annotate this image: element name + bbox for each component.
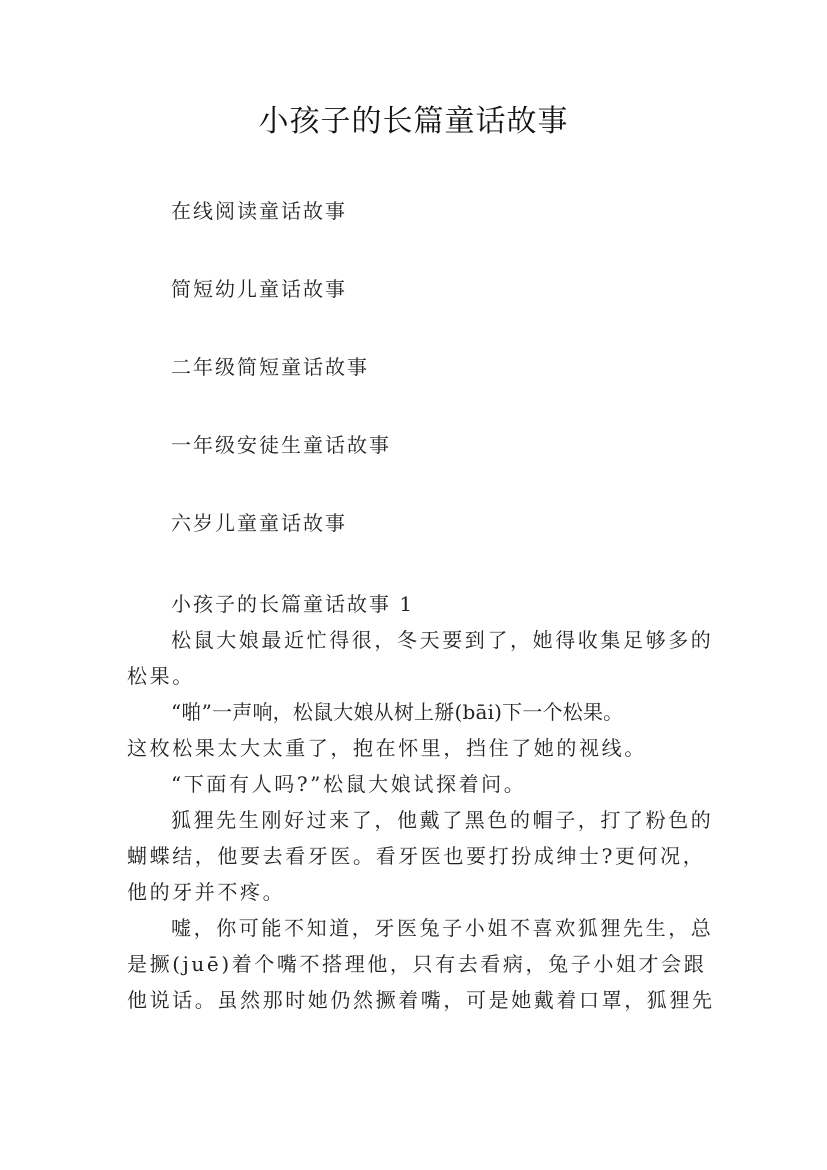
related-link-1[interactable]: 在线阅读童话故事	[171, 199, 347, 223]
story-body	[127, 586, 727, 1018]
related-link-4[interactable]: 一年级安徒生童话故事	[171, 433, 391, 457]
story-heading: 小孩子的长篇童话故事 1	[171, 592, 415, 616]
paragraph-line: 这枚松果太大太重了，抱在怀里，挡住了她的视线。	[127, 736, 647, 760]
story-paragraph-4	[127, 802, 727, 910]
related-link-2[interactable]: 简短幼儿童话故事	[171, 277, 347, 301]
paragraph-line: 狐狸先生刚好过来了，他戴了黑色的帽子，打了粉色的	[171, 808, 714, 832]
story-paragraph-5	[127, 910, 727, 1018]
paragraph-line: 是撅(juē)着个嘴不搭理他，只有去看病，兔子小姐才会跟	[127, 952, 707, 976]
story-paragraph-3	[127, 766, 727, 802]
story-paragraph-2	[127, 694, 727, 766]
related-links	[171, 195, 731, 585]
paragraph-line: 嘘，你可能不知道，牙医兔子小姐不喜欢狐狸先生，总	[171, 916, 714, 940]
paragraph-line: 他说话。虽然那时她仍然撅着嘴，可是她戴着口罩，狐狸先	[127, 988, 715, 1012]
related-link-5[interactable]: 六岁儿童童话故事	[171, 511, 347, 535]
paragraph-line: “啪”一声响，松鼠大娘从树上掰(bāi)下一个松果。	[171, 700, 624, 724]
paragraph-line: 松鼠大娘最近忙得很，冬天要到了，她得收集足够多的	[171, 628, 714, 652]
paragraph-line: 松果。	[127, 664, 195, 688]
story-paragraph-1	[127, 622, 727, 694]
paragraph-line: “下面有人吗?”松鼠大娘试探着问。	[171, 772, 527, 796]
page-title: 小孩子的长篇童话故事	[258, 104, 569, 139]
paragraph-line: 他的牙并不疼。	[127, 880, 286, 904]
related-link-3[interactable]: 二年级简短童话故事	[171, 355, 369, 379]
paragraph-line: 蝴蝶结，他要去看牙医。看牙医也要打扮成绅士?更何况，	[127, 844, 706, 868]
